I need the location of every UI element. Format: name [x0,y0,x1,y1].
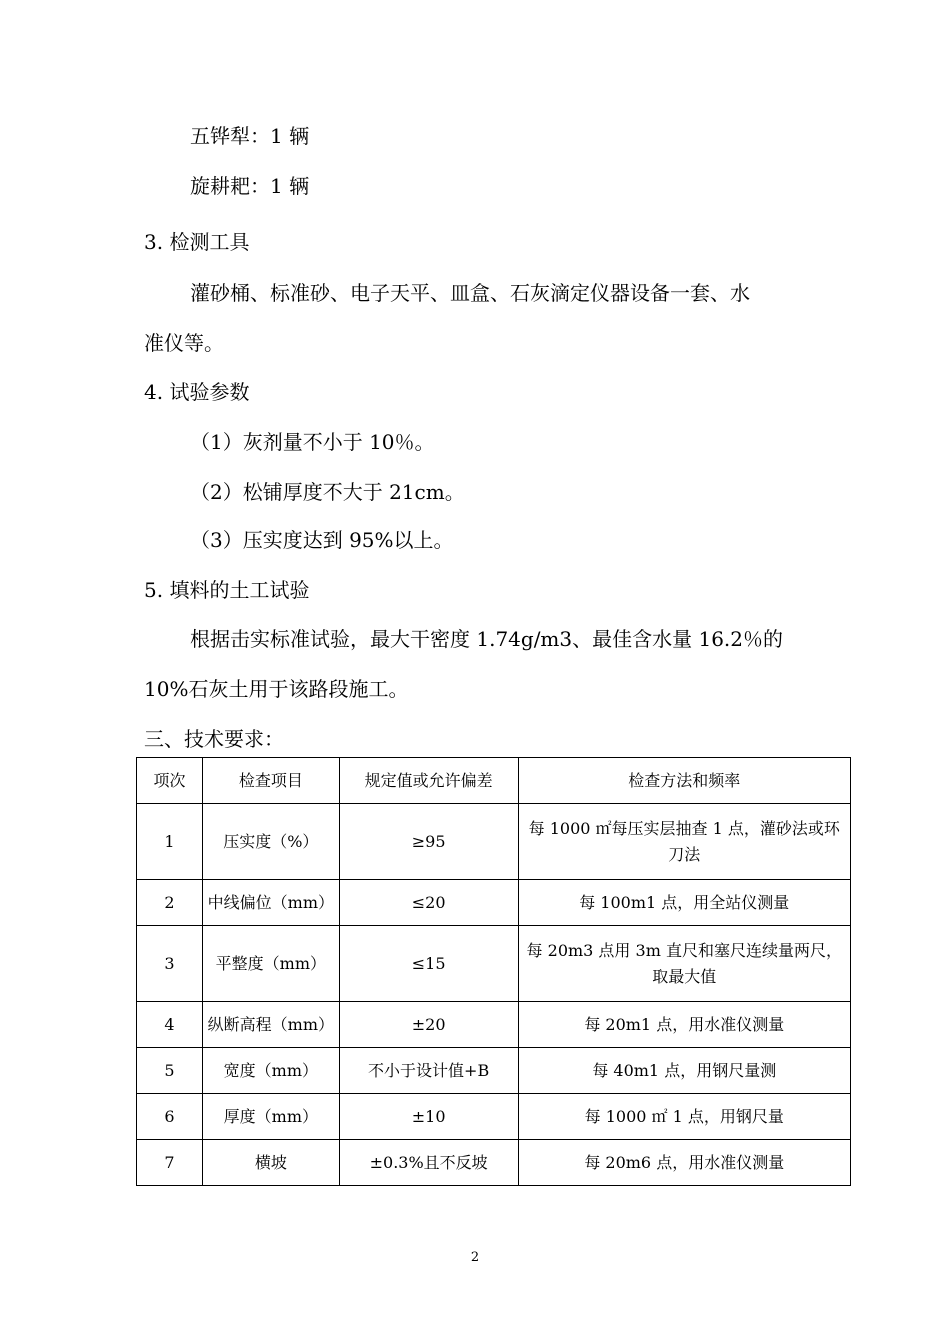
table-cell: 每 20m3 点用 3m 直尺和塞尺连续量两尺，取最大值 [518,926,850,1002]
line-2: 旋耕耙：1 辆 [190,174,310,198]
table-cell: ≥95 [339,804,518,880]
table-cell: ≤15 [339,926,518,1002]
header-cell: 检查方法和频率 [518,758,850,804]
table-cell: 不小于设计值+B [339,1048,518,1094]
line-12: 10%石灰土用于该路段施工。 [144,677,409,701]
table-cell: 5 [137,1048,203,1094]
table-cell: 宽度（mm） [202,1048,339,1094]
header-cell: 规定值或允许偏差 [339,758,518,804]
table-cell: 厚度（mm） [202,1094,339,1140]
section-heading-3: 3. 检测工具 [144,230,250,254]
param-2: （2）松铺厚度不大于 21cm。 [190,480,465,504]
page-number: 2 [470,1250,480,1265]
line-5: 准仪等。 [144,331,224,355]
table-row [137,926,851,1002]
section-heading-5: 5. 填料的土工试验 [144,578,310,602]
table-cell: ±10 [339,1094,518,1140]
table-cell: 6 [137,1094,203,1140]
table-cell: 每 20m6 点，用水准仪测量 [518,1140,850,1186]
line-4: 灌砂桶、标准砂、电子天平、皿盒、石灰滴定仪器设备一套、水 [190,281,750,305]
table-cell: 每 1000 ㎡ 1 点，用钢尺量 [518,1094,850,1140]
spec-table [136,757,851,1186]
line-11: 根据击实标准试验，最大干密度 1.74g/m3、最佳含水量 16.2％的 [190,627,784,651]
table-cell: ≤20 [339,880,518,926]
table-cell: 中线偏位（mm） [202,880,339,926]
table-cell: 3 [137,926,203,1002]
table-header-row [137,758,851,804]
table-cell: ±20 [339,1002,518,1048]
table-cell: 每 40m1 点，用钢尺量测 [518,1048,850,1094]
header-cell: 项次 [137,758,203,804]
table-cell: 7 [137,1140,203,1186]
section-heading-4: 4. 试验参数 [144,380,250,404]
header-cell: 检查项目 [202,758,339,804]
table-cell: ±0.3%且不反坡 [339,1140,518,1186]
table-cell: 每 20m1 点，用水准仪测量 [518,1002,850,1048]
table-cell: 每 100m1 点，用全站仪测量 [518,880,850,926]
table-row [137,804,851,880]
table-cell: 每 1000 ㎡每压实层抽查 1 点，灌砂法或环刀法 [518,804,850,880]
table-row [137,1140,851,1186]
table-row [137,1094,851,1140]
table-row [137,880,851,926]
line-1: 五铧犁：1 辆 [190,124,310,148]
table-cell: 压实度（%） [202,804,339,880]
section-heading-tech: 三、技术要求： [144,727,284,751]
table-row [137,1048,851,1094]
param-1: （1）灰剂量不小于 10％。 [190,430,435,454]
table-cell: 4 [137,1002,203,1048]
table-row [137,1002,851,1048]
table-cell: 1 [137,804,203,880]
table-cell: 平整度（mm） [202,926,339,1002]
table-cell: 横坡 [202,1140,339,1186]
table-cell: 纵断高程（mm） [202,1002,339,1048]
table-cell: 2 [137,880,203,926]
param-3: （3）压实度达到 95%以上。 [190,528,454,552]
